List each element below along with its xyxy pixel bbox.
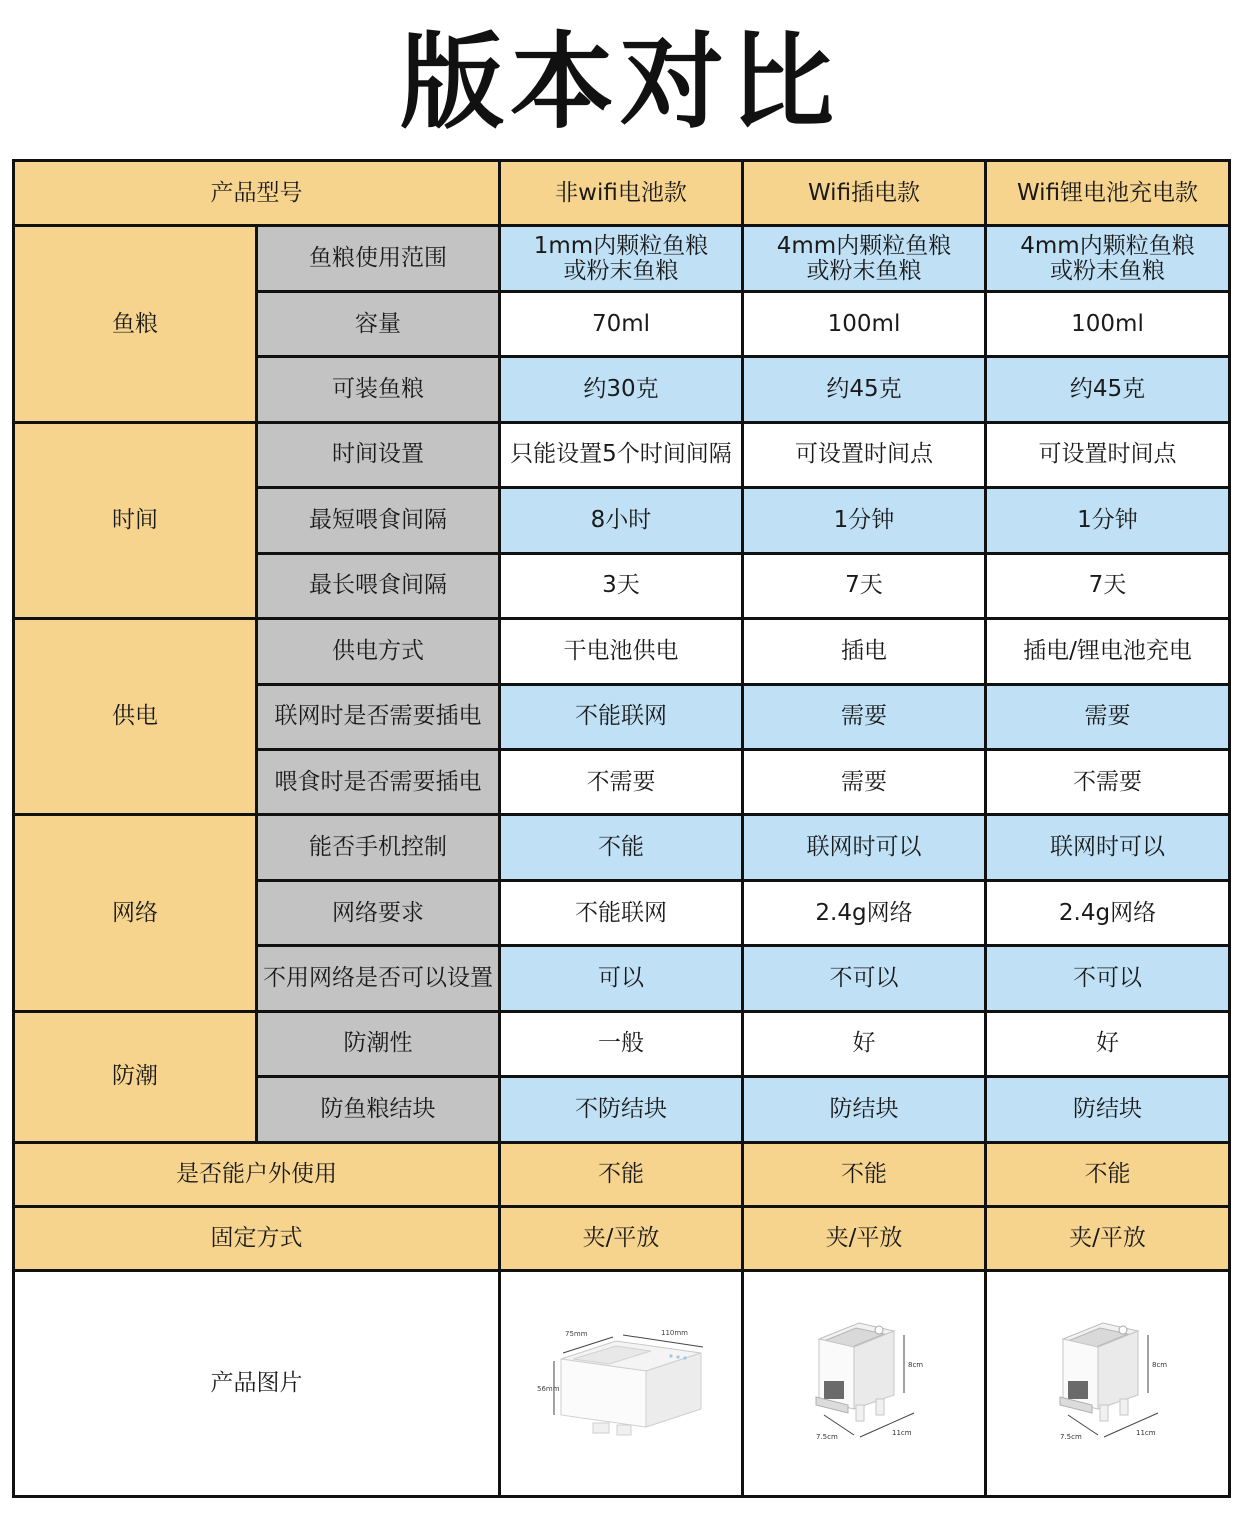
row-label: 供电方式 (257, 619, 500, 684)
dim-label: 11cm (892, 1428, 912, 1437)
cell-value: 夹/平放 (500, 1206, 743, 1270)
row-label: 能否手机控制 (257, 815, 500, 880)
cell-value (986, 226, 1230, 291)
table-row (14, 619, 1230, 684)
product-image-3 (1008, 1309, 1208, 1459)
cell-value: 70ml (500, 291, 743, 356)
row-label: 不用网络是否可以设置 (257, 946, 500, 1011)
cell-value: 约45克 (986, 357, 1230, 422)
cell-value: 防结块 (743, 1077, 986, 1142)
cell-value: 100ml (986, 291, 1230, 356)
cell-value: 不能 (500, 815, 743, 880)
cell-value: 可设置时间点 (986, 422, 1230, 487)
row-label-wide: 是否能户外使用 (14, 1142, 500, 1206)
cell-value (500, 226, 743, 291)
group-network: 网络 (14, 815, 257, 1011)
row-label: 最长喂食间隔 (257, 553, 500, 618)
cell-value: 100ml (743, 291, 986, 356)
model-name-3: Wifi锂电池充电款 (986, 161, 1230, 226)
dim-label: 75mm (565, 1329, 588, 1338)
model-name-1: 非wifi电池款 (500, 161, 743, 226)
cell-value: 2.4g网络 (743, 880, 986, 945)
table-row (14, 815, 1230, 880)
dim-label: 7.5cm (816, 1432, 838, 1441)
cell-line: 或粉末鱼粮 (563, 257, 679, 284)
dim-label: 7.5cm (1059, 1432, 1082, 1441)
dim-label: 56mm (537, 1384, 560, 1393)
product-image-1 (521, 1319, 721, 1449)
dim-label: 8cm (1151, 1360, 1167, 1369)
group-food: 鱼粮 (14, 226, 257, 422)
row-label: 最短喂食间隔 (257, 488, 500, 553)
dim-label: 8cm (908, 1360, 924, 1369)
cell-line: 4mm内颗粒鱼粮 (776, 232, 952, 259)
cell-value: 1分钟 (743, 488, 986, 553)
product-image-cell (986, 1271, 1230, 1497)
cell-value: 防结块 (986, 1077, 1230, 1142)
group-power: 供电 (14, 619, 257, 815)
image-row (14, 1271, 1230, 1497)
cell-value: 7天 (986, 553, 1230, 618)
cell-value: 不能联网 (500, 880, 743, 945)
cell-value: 夹/平放 (986, 1206, 1230, 1270)
cell-value: 可以 (500, 946, 743, 1011)
comparison-table (12, 159, 1231, 1498)
model-name-2: Wifi插电款 (743, 161, 986, 226)
cell-line: 或粉末鱼粮 (1050, 257, 1165, 284)
cell-value: 不需要 (986, 749, 1230, 814)
cell-value: 干电池供电 (500, 619, 743, 684)
group-moisture: 防潮 (14, 1011, 257, 1142)
dim-label: 11cm (1135, 1428, 1156, 1437)
cell-value: 不能 (986, 1142, 1230, 1206)
cell-value: 插电 (743, 619, 986, 684)
cell-value: 不可以 (743, 946, 986, 1011)
cell-value: 1分钟 (986, 488, 1230, 553)
cell-value: 约30克 (500, 357, 743, 422)
cell-value: 不需要 (500, 749, 743, 814)
row-label: 网络要求 (257, 880, 500, 945)
cell-value: 需要 (743, 749, 986, 814)
cell-line: 或粉末鱼粮 (806, 257, 922, 284)
cell-value: 插电/锂电池充电 (986, 619, 1230, 684)
cell-value: 需要 (986, 684, 1230, 749)
row-label: 防潮性 (257, 1011, 500, 1076)
row-label: 时间设置 (257, 422, 500, 487)
cell-value: 可设置时间点 (743, 422, 986, 487)
row-label: 容量 (257, 291, 500, 356)
model-header-label: 产品型号 (14, 161, 500, 226)
cell-value: 8小时 (500, 488, 743, 553)
row-label: 联网时是否需要插电 (257, 684, 500, 749)
group-time: 时间 (14, 422, 257, 618)
product-image-2 (764, 1309, 964, 1459)
cell-value: 不防结块 (500, 1077, 743, 1142)
cell-value: 好 (743, 1011, 986, 1076)
cell-value: 只能设置5个时间间隔 (500, 422, 743, 487)
cell-value: 3天 (500, 553, 743, 618)
table-row (14, 422, 1230, 487)
row-label: 防鱼粮结块 (257, 1077, 500, 1142)
row-label: 可装鱼粮 (257, 357, 500, 422)
cell-value: 夹/平放 (743, 1206, 986, 1270)
row-label: 鱼粮使用范围 (257, 226, 500, 291)
cell-value: 不能 (500, 1142, 743, 1206)
cell-value: 7天 (743, 553, 986, 618)
row-label-wide: 固定方式 (14, 1206, 500, 1270)
cell-value: 联网时可以 (743, 815, 986, 880)
row-label-wide: 产品图片 (14, 1271, 500, 1497)
table-row (14, 226, 1230, 291)
cell-value (743, 226, 986, 291)
dim-label: 110mm (661, 1328, 688, 1337)
table-row (14, 1142, 1230, 1206)
product-image-cell (500, 1271, 743, 1497)
page-title: 版本对比 (399, 21, 840, 143)
header-row (14, 161, 1230, 226)
cell-line: 4mm内颗粒鱼粮 (1020, 232, 1195, 259)
cell-value: 一般 (500, 1011, 743, 1076)
product-image-cell (743, 1271, 986, 1497)
cell-value: 不能联网 (500, 684, 743, 749)
table-row (14, 1206, 1230, 1270)
table-row (14, 1011, 1230, 1076)
cell-value: 不能 (743, 1142, 986, 1206)
cell-line: 1mm内颗粒鱼粮 (533, 232, 709, 259)
cell-value: 不可以 (986, 946, 1230, 1011)
cell-value: 联网时可以 (986, 815, 1230, 880)
cell-value: 约45克 (743, 357, 986, 422)
cell-value: 2.4g网络 (986, 880, 1230, 945)
row-label: 喂食时是否需要插电 (257, 749, 500, 814)
cell-value: 好 (986, 1011, 1230, 1076)
cell-value: 需要 (743, 684, 986, 749)
